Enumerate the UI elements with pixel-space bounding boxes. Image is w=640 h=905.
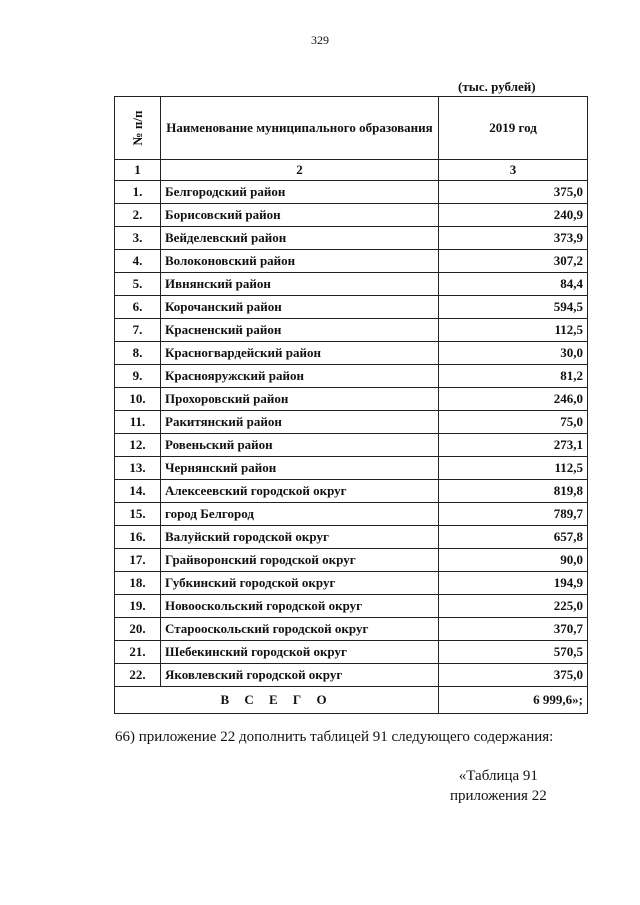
row-name-cell: Прохоровский район <box>161 388 439 411</box>
table-header-row <box>115 97 588 160</box>
row-name-cell: Корочанский район <box>161 296 439 319</box>
row-name-cell: Волоконовский район <box>161 250 439 273</box>
row-value-cell: 570,5 <box>439 641 588 664</box>
column-number-row <box>115 160 588 181</box>
row-value-cell: 90,0 <box>439 549 588 572</box>
units-note: (тыс. рублей) <box>458 79 536 94</box>
page-number: 329 <box>311 33 329 47</box>
row-name-cell: Ровеньский район <box>161 434 439 457</box>
table-row <box>115 480 588 503</box>
row-value-cell: 370,7 <box>439 618 588 641</box>
table-row <box>115 319 588 342</box>
row-name-cell: Валуйский городской округ <box>161 526 439 549</box>
table-row <box>115 296 588 319</box>
row-name-cell: Алексеевский городской округ <box>161 480 439 503</box>
row-value-cell: 75,0 <box>439 411 588 434</box>
row-number-cell: 7. <box>115 319 161 342</box>
table-row <box>115 595 588 618</box>
table-reference-line1: «Таблица 91 <box>458 768 538 784</box>
row-value-cell: 30,0 <box>439 342 588 365</box>
row-number-cell: 8. <box>115 342 161 365</box>
row-number-cell: 11. <box>115 411 161 434</box>
row-number-cell: 4. <box>115 250 161 273</box>
header-name-cell: Наименование муниципального образования <box>161 97 439 160</box>
table-row <box>115 227 588 250</box>
table-row <box>115 434 588 457</box>
total-row <box>115 687 588 714</box>
table-reference-line2: приложения 22 <box>450 788 547 804</box>
row-name-cell: Ракитянский район <box>161 411 439 434</box>
table-row <box>115 664 588 687</box>
table-row <box>115 549 588 572</box>
table-row <box>115 342 588 365</box>
row-value-cell: 594,5 <box>439 296 588 319</box>
row-number-cell: 19. <box>115 595 161 618</box>
row-number-cell: 18. <box>115 572 161 595</box>
row-value-cell: 112,5 <box>439 457 588 480</box>
row-name-cell: Борисовский район <box>161 204 439 227</box>
row-value-cell: 225,0 <box>439 595 588 618</box>
table-row <box>115 618 588 641</box>
row-value-cell: 375,0 <box>439 181 588 204</box>
row-value-cell: 819,8 <box>439 480 588 503</box>
row-name-cell: Красненский район <box>161 319 439 342</box>
header-num-label: № п/п <box>129 110 145 146</box>
allocation-table <box>114 96 588 714</box>
table-row <box>115 411 588 434</box>
table-row <box>115 641 588 664</box>
row-number-cell: 16. <box>115 526 161 549</box>
table-row <box>115 572 588 595</box>
row-number-cell: 5. <box>115 273 161 296</box>
row-number-cell: 9. <box>115 365 161 388</box>
row-number-cell: 13. <box>115 457 161 480</box>
header-year-cell: 2019 год <box>439 97 588 160</box>
table-row <box>115 273 588 296</box>
row-name-cell: Новооскольский городской округ <box>161 595 439 618</box>
row-value-cell: 81,2 <box>439 365 588 388</box>
row-value-cell: 194,9 <box>439 572 588 595</box>
column-number-3: 3 <box>439 160 588 181</box>
table-row <box>115 503 588 526</box>
row-number-cell: 1. <box>115 181 161 204</box>
table-row <box>115 250 588 273</box>
row-number-cell: 10. <box>115 388 161 411</box>
column-number-1: 1 <box>115 160 161 181</box>
row-number-cell: 6. <box>115 296 161 319</box>
total-value: 6 999,6»; <box>439 687 588 714</box>
total-label: В С Е Г О <box>115 687 439 714</box>
row-number-cell: 21. <box>115 641 161 664</box>
column-number-2: 2 <box>161 160 439 181</box>
row-name-cell: Яковлевский городской округ <box>161 664 439 687</box>
row-number-cell: 22. <box>115 664 161 687</box>
row-number-cell: 2. <box>115 204 161 227</box>
row-name-cell: Вейделевский район <box>161 227 439 250</box>
row-name-cell: Чернянский район <box>161 457 439 480</box>
row-number-cell: 20. <box>115 618 161 641</box>
table-row <box>115 457 588 480</box>
table-row <box>115 204 588 227</box>
row-name-cell: Старооскольский городской округ <box>161 618 439 641</box>
row-name-cell: Грайворонский городской округ <box>161 549 439 572</box>
header-num-cell <box>115 97 161 160</box>
row-value-cell: 240,9 <box>439 204 588 227</box>
amendment-text: 66) приложение 22 дополнить таблицей 91 следующего содержания: <box>115 729 554 745</box>
row-value-cell: 789,7 <box>439 503 588 526</box>
row-number-cell: 17. <box>115 549 161 572</box>
row-name-cell: Краснояружский район <box>161 365 439 388</box>
row-number-cell: 12. <box>115 434 161 457</box>
row-name-cell: город Белгород <box>161 503 439 526</box>
row-value-cell: 246,0 <box>439 388 588 411</box>
row-name-cell: Белгородский район <box>161 181 439 204</box>
table-row <box>115 181 588 204</box>
row-name-cell: Ивнянский район <box>161 273 439 296</box>
row-name-cell: Шебекинский городской округ <box>161 641 439 664</box>
row-value-cell: 657,8 <box>439 526 588 549</box>
row-value-cell: 375,0 <box>439 664 588 687</box>
row-value-cell: 307,2 <box>439 250 588 273</box>
row-value-cell: 273,1 <box>439 434 588 457</box>
row-number-cell: 14. <box>115 480 161 503</box>
row-number-cell: 3. <box>115 227 161 250</box>
table-reference <box>450 766 547 806</box>
row-value-cell: 84,4 <box>439 273 588 296</box>
table-row <box>115 365 588 388</box>
row-name-cell: Губкинский городской округ <box>161 572 439 595</box>
row-number-cell: 15. <box>115 503 161 526</box>
row-value-cell: 373,9 <box>439 227 588 250</box>
row-name-cell: Красногвардейский район <box>161 342 439 365</box>
row-value-cell: 112,5 <box>439 319 588 342</box>
table-row <box>115 526 588 549</box>
table-row <box>115 388 588 411</box>
